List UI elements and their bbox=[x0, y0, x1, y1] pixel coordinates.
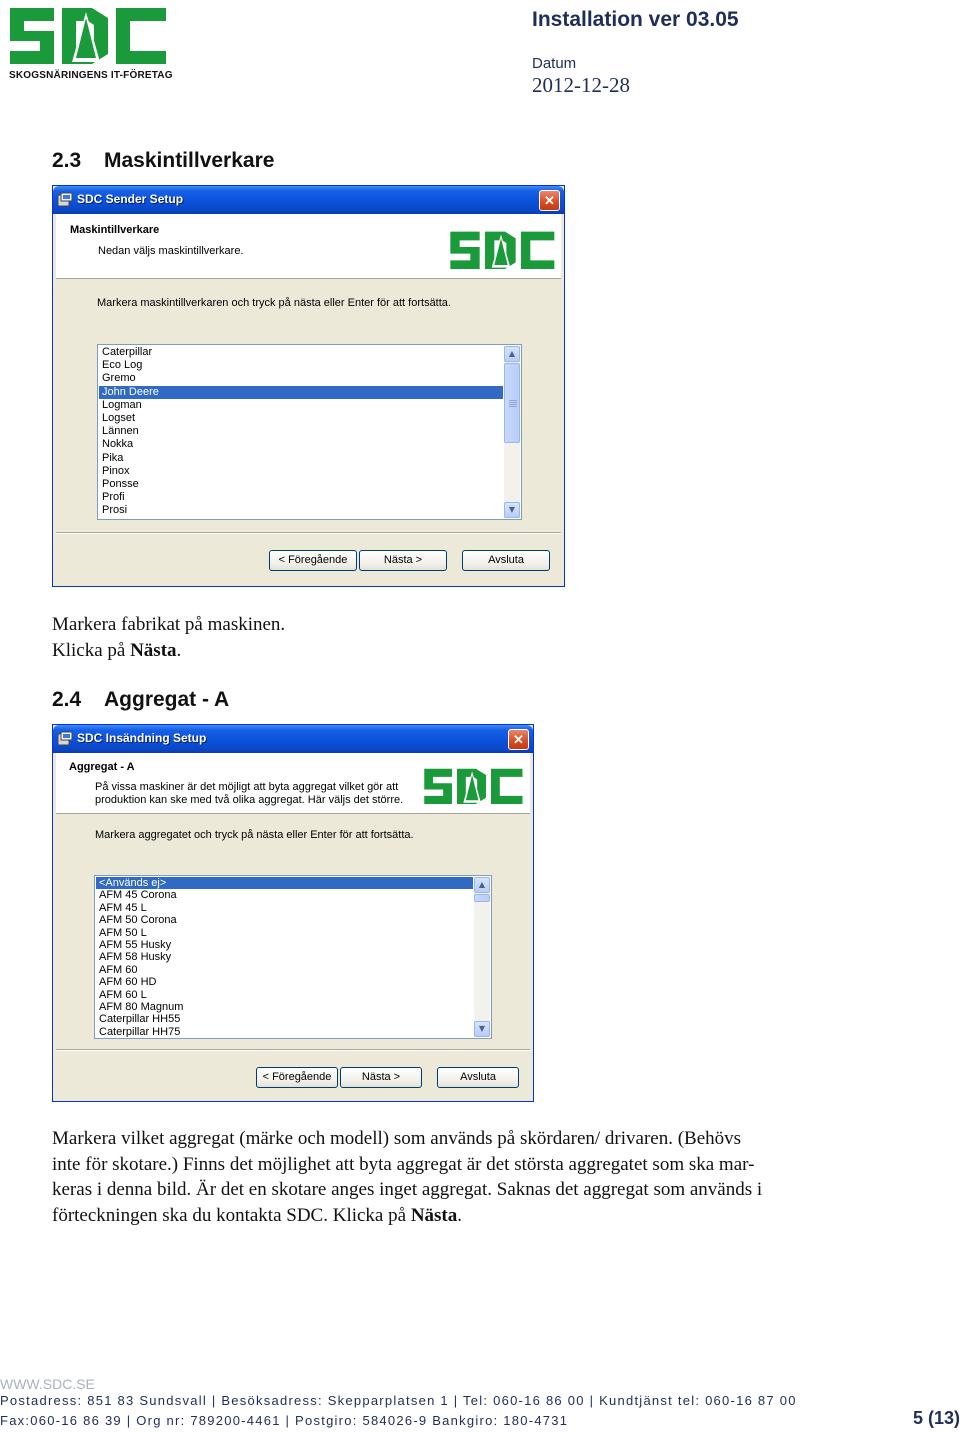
manufacturer-listbox[interactable] bbox=[97, 344, 522, 520]
list-item[interactable]: AFM 45 Corona bbox=[99, 889, 177, 902]
vertical-scrollbar[interactable] bbox=[474, 877, 490, 1037]
subtitle-line: På vissa maskiner är det möjligt att byta aggregat vilket gör att bbox=[95, 781, 399, 793]
list-item[interactable]: AFM 60 L bbox=[99, 988, 147, 1001]
list-item[interactable]: Ponsse bbox=[102, 477, 139, 490]
list-item[interactable]: Pika bbox=[102, 451, 124, 464]
caption-line: Markera vilket aggregat (märke och modell) som används på skördaren/ drivaren. (Behövs bbox=[52, 1128, 742, 1149]
section-2-3-caption bbox=[52, 612, 912, 663]
chevron-down-icon: ▼ bbox=[508, 505, 516, 514]
footer-website: WWW.SDC.SE bbox=[0, 1376, 95, 1392]
scroll-down-button[interactable] bbox=[474, 1021, 490, 1037]
sdc-logo-small bbox=[423, 766, 525, 808]
caption-text: . bbox=[457, 1204, 463, 1226]
scroll-thumb[interactable] bbox=[474, 894, 490, 902]
document-title: Installation ver 03.05 bbox=[532, 8, 739, 31]
date-label: Datum bbox=[532, 55, 577, 72]
list-item[interactable]: Caterpillar HH55 bbox=[99, 1013, 181, 1026]
caption-line bbox=[52, 638, 912, 664]
instruction-text: Markera maskintillverkaren och tryck på nästa eller Enter för att fortsätta. bbox=[97, 297, 451, 309]
subtitle-line: produktion kan ske med två olika aggregat. Här väljs det större. bbox=[95, 794, 404, 806]
window-title: SDC Insändning Setup bbox=[77, 731, 207, 745]
setup-dialog-aggregate bbox=[52, 724, 534, 1102]
next-button[interactable]: Nästa > bbox=[340, 1067, 422, 1088]
instruction-text: Markera aggregatet och tryck på nästa eller Enter för att fortsätta. bbox=[95, 829, 414, 841]
sdc-logo-mark bbox=[8, 4, 170, 70]
section-title: Aggregat - A bbox=[104, 688, 230, 711]
footer-address-line: Postadress: 851 83 Sundsvall | Besöksadress: Skepparplatsen 1 | Tel: 060-16 86 00 | Kundtjänst tel: 060-16 87 00 bbox=[0, 1393, 797, 1408]
next-button[interactable]: Nästa > bbox=[359, 550, 447, 571]
caption-line: Markera fabrikat på maskinen. bbox=[52, 614, 286, 635]
list-item[interactable]: Eco Log bbox=[102, 359, 143, 372]
caption-text: förteckningen ska du kontakta SDC. Klicka på bbox=[52, 1204, 411, 1226]
window-titlebar[interactable] bbox=[53, 725, 533, 753]
cancel-button[interactable]: Avsluta bbox=[462, 550, 550, 571]
wizard-header-title: Aggregat - A bbox=[69, 761, 135, 773]
list-item[interactable]: Caterpillar HH75 bbox=[99, 1025, 181, 1037]
list-item[interactable]: Nokka bbox=[102, 438, 134, 451]
list-item[interactable]: Prosi bbox=[102, 504, 128, 517]
window-titlebar[interactable] bbox=[53, 186, 564, 214]
close-button[interactable] bbox=[508, 729, 529, 750]
section-heading-2-4 bbox=[52, 688, 229, 712]
scroll-up-button[interactable] bbox=[474, 877, 490, 893]
window-title: SDC Sender Setup bbox=[77, 192, 184, 206]
scroll-down-button[interactable] bbox=[504, 502, 520, 518]
setup-app-icon bbox=[57, 192, 73, 208]
logo-tagline: SKOGSNÄRINGENS IT-FÖRETAG bbox=[9, 70, 173, 81]
list-item[interactable]: Logset bbox=[102, 411, 136, 424]
list-item[interactable]: AFM 80 Magnum bbox=[99, 1000, 184, 1013]
chevron-up-icon: ▲ bbox=[508, 349, 516, 358]
caption-line: keras i denna bild. Är det en skotare anges inget aggregat. Saknas det aggregat som används i bbox=[52, 1179, 763, 1200]
aggregate-listbox[interactable] bbox=[94, 875, 492, 1039]
list-item-selected[interactable]: <Används ej> bbox=[96, 877, 473, 889]
grip-icon bbox=[509, 400, 517, 407]
footer-divider bbox=[56, 532, 561, 534]
list-item[interactable]: Lännen bbox=[102, 425, 139, 438]
footer-divider bbox=[56, 1049, 530, 1051]
wizard-header-subtitle bbox=[95, 781, 403, 807]
caption-text: . bbox=[176, 639, 182, 661]
wizard-header bbox=[56, 214, 561, 279]
close-icon: ✕ bbox=[513, 732, 524, 747]
close-icon: ✕ bbox=[544, 193, 555, 208]
list-item[interactable]: AFM 58 Husky bbox=[99, 951, 172, 964]
scroll-thumb[interactable] bbox=[504, 363, 520, 443]
emphasis-next: Nästa bbox=[410, 1204, 458, 1226]
list-item[interactable]: AFM 55 Husky bbox=[99, 938, 172, 951]
caption-line bbox=[52, 1203, 932, 1229]
wizard-header bbox=[56, 753, 530, 814]
chevron-up-icon: ▲ bbox=[478, 880, 486, 889]
sdc-logo bbox=[8, 4, 173, 84]
setup-app-icon bbox=[57, 731, 73, 747]
sdc-logo-small bbox=[449, 229, 557, 273]
wizard-header-title: Maskintillverkare bbox=[70, 224, 160, 236]
section-number: 2.3 bbox=[52, 149, 82, 172]
section-heading-2-3 bbox=[52, 149, 274, 173]
date-value: 2012-12-28 bbox=[532, 73, 630, 97]
list-item[interactable]: Caterpillar bbox=[102, 346, 153, 358]
list-item[interactable]: AFM 60 bbox=[99, 963, 138, 976]
chevron-down-icon: ▼ bbox=[478, 1024, 486, 1033]
wizard-header-subtitle: Nedan väljs maskintillverkare. bbox=[98, 245, 244, 257]
close-button[interactable] bbox=[539, 190, 560, 211]
caption-text: Klicka på bbox=[52, 639, 131, 661]
list-item[interactable]: Logman bbox=[102, 398, 142, 411]
scroll-up-button[interactable] bbox=[504, 346, 520, 362]
list-item-selected[interactable]: John Deere bbox=[99, 386, 503, 399]
cancel-button[interactable]: Avsluta bbox=[437, 1067, 519, 1088]
list-item[interactable]: AFM 45 L bbox=[99, 901, 147, 914]
back-button[interactable]: < Föregående bbox=[269, 550, 357, 571]
list-item[interactable]: Pinox bbox=[102, 464, 130, 477]
list-item[interactable]: AFM 50 L bbox=[99, 926, 147, 939]
section-number: 2.4 bbox=[52, 688, 82, 711]
footer-company-line: Fax:060-16 86 39 | Org nr: 789200-4461 | Postgiro: 584026-9 Bankgiro: 180-4731 bbox=[0, 1413, 569, 1428]
page-number: 5 (13) bbox=[912, 1408, 960, 1428]
emphasis-next: Nästa bbox=[130, 639, 177, 661]
setup-dialog-manufacturer bbox=[52, 185, 565, 587]
vertical-scrollbar[interactable] bbox=[504, 346, 520, 518]
list-item[interactable]: Gremo bbox=[102, 372, 136, 385]
list-item[interactable]: AFM 60 HD bbox=[99, 976, 157, 989]
list-item[interactable]: AFM 50 Corona bbox=[99, 914, 177, 927]
caption-line: inte för skotare.) Finns det möjlighet att byta aggregat är det största aggregatet som ska mar- bbox=[52, 1153, 755, 1175]
section-2-4-caption bbox=[52, 1126, 932, 1228]
section-title: Maskintillverkare bbox=[104, 149, 275, 172]
back-button[interactable]: < Föregående bbox=[256, 1067, 338, 1088]
list-item[interactable]: Profi bbox=[102, 491, 125, 504]
